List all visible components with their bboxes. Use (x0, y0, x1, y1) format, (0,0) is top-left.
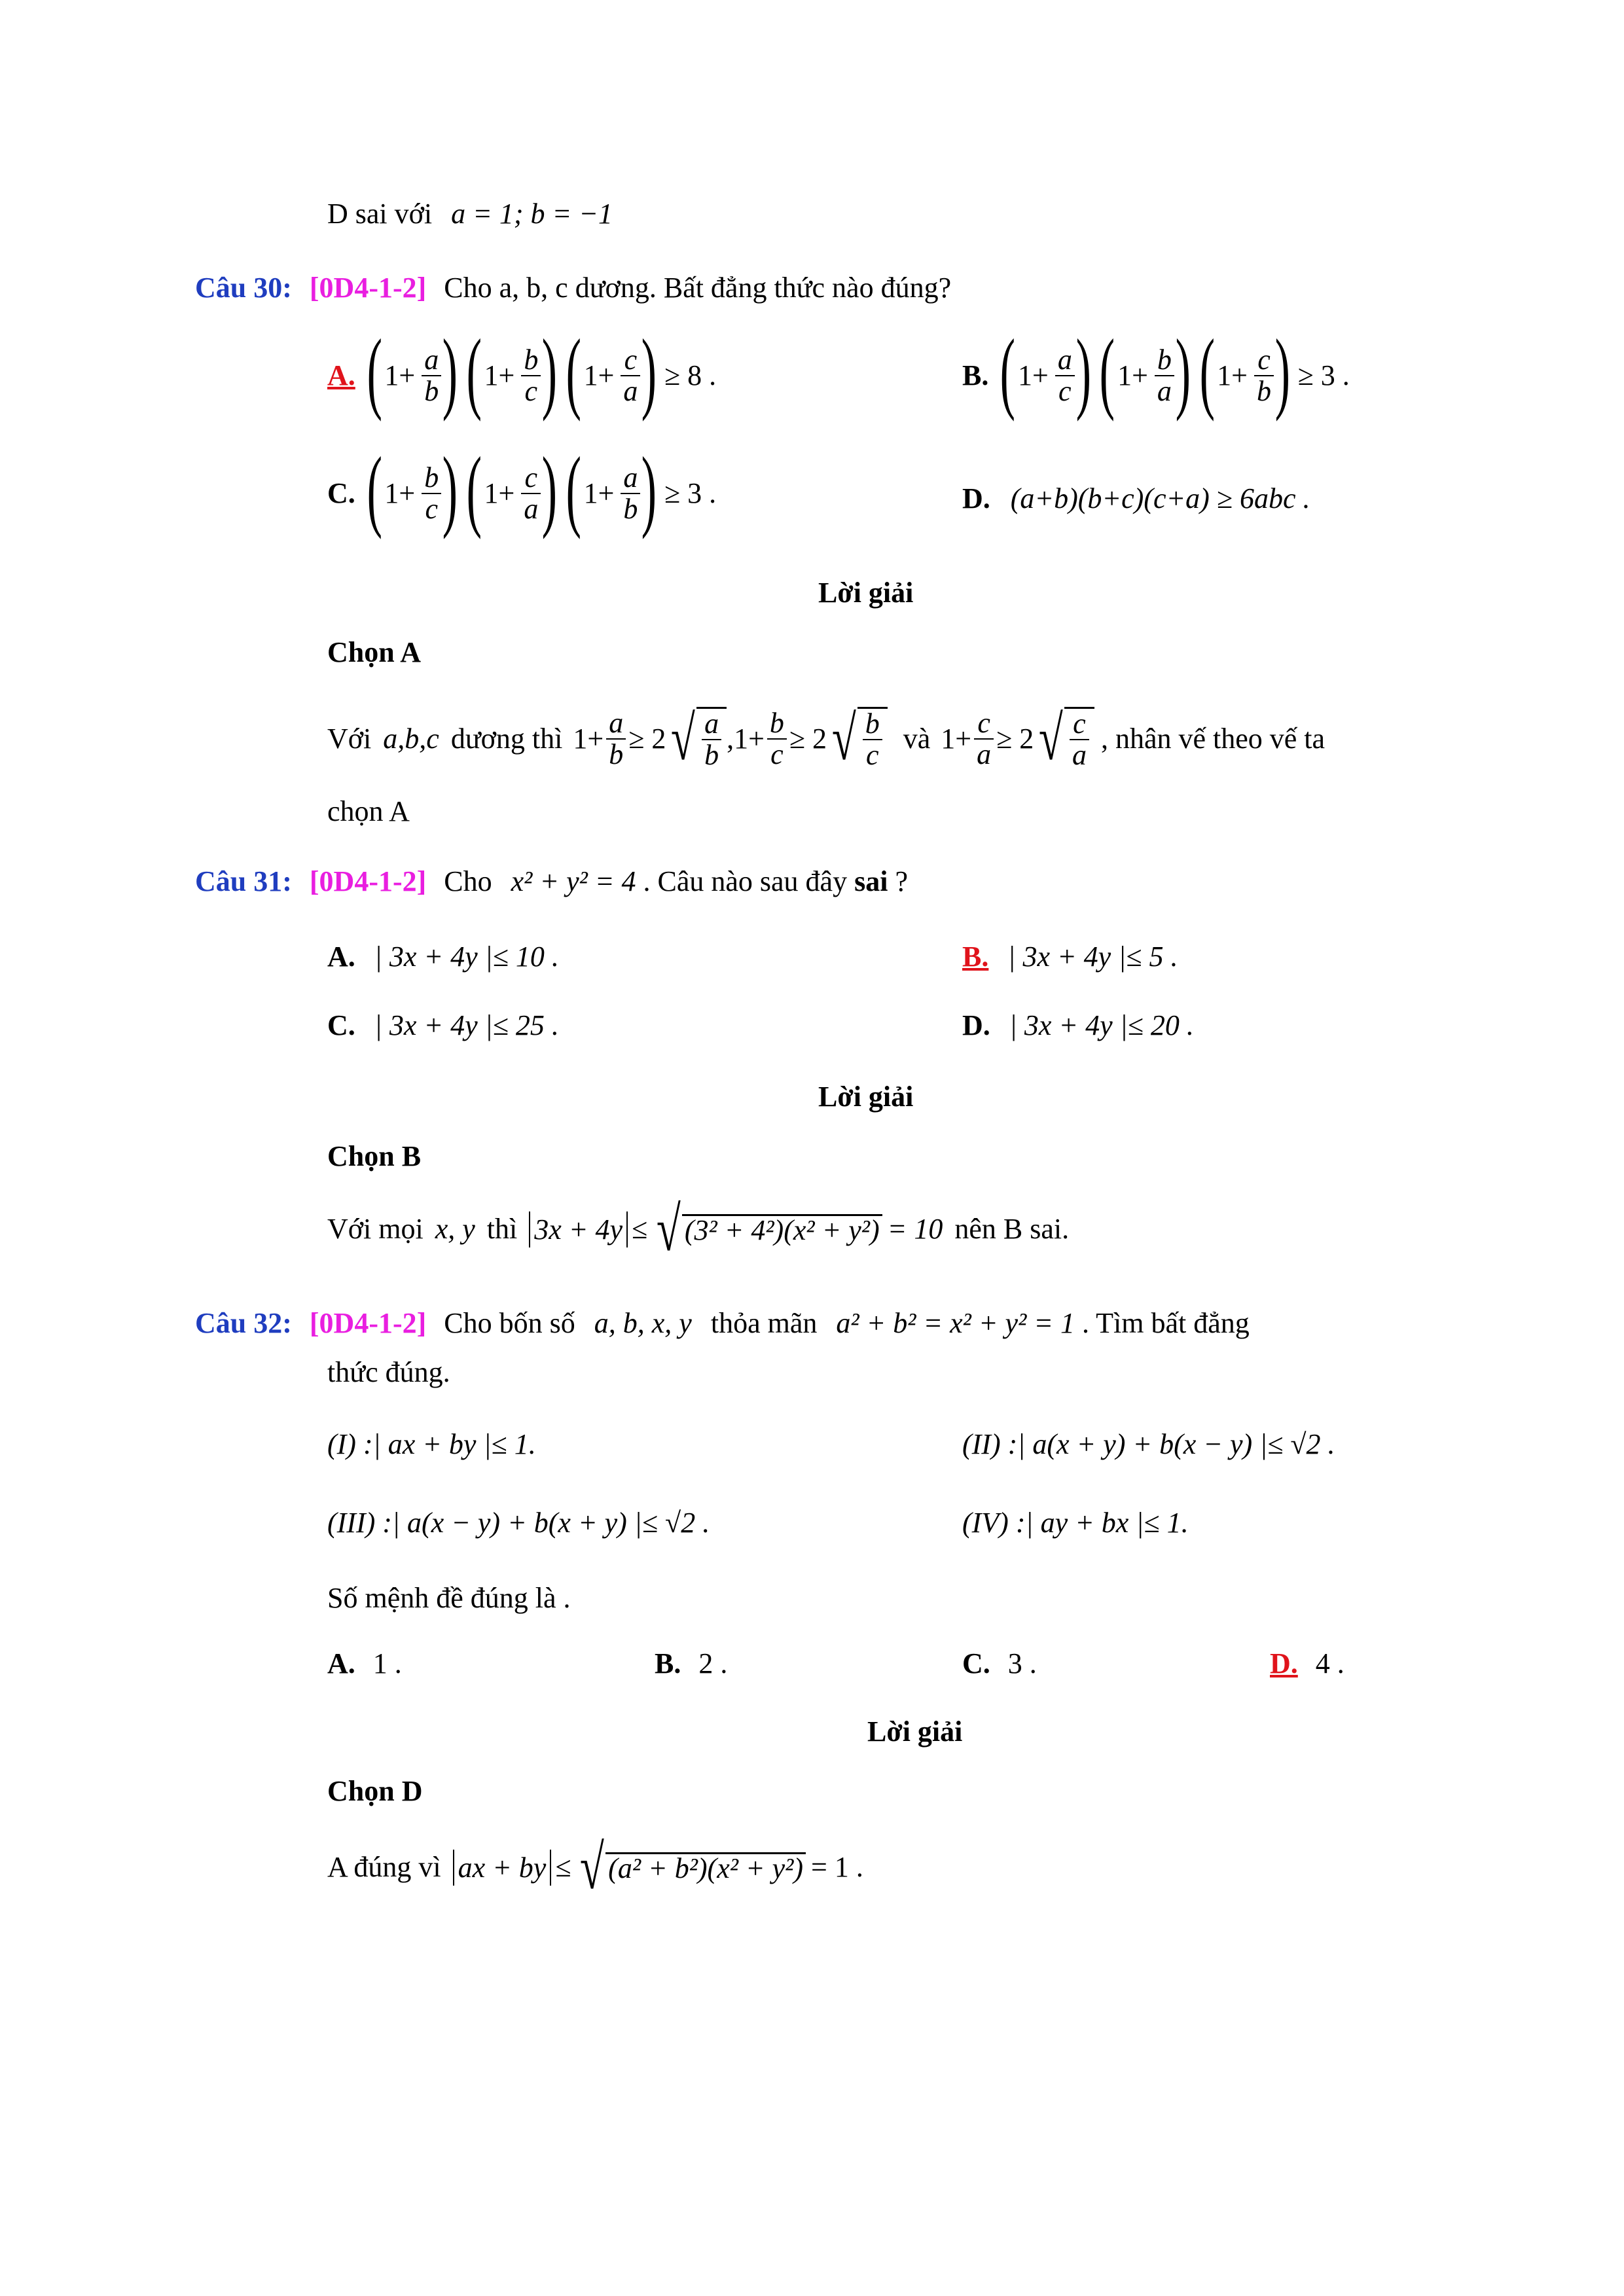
q32-option-d[interactable] (1270, 1649, 1344, 1678)
q32-explain-lhs: ax + by (453, 1850, 552, 1886)
d-false-text: D sai với (327, 198, 433, 230)
q31-option-d-letter: D. (962, 1009, 990, 1041)
q32-option-b-letter: B. (655, 1647, 681, 1679)
q30-prompt: Cho a, b, c dương. Bất đẳng thức nào đúng? (444, 272, 952, 304)
d-false-line (327, 200, 613, 228)
q32-choice-text: Chọn D (327, 1775, 423, 1807)
q30-option-b[interactable] (962, 321, 1350, 422)
q32-option-d-value: 4 . (1315, 1647, 1344, 1679)
q32-option-b-value: 2 . (698, 1647, 728, 1679)
d-false-expr: a = 1; b = −1 (451, 198, 613, 230)
q32-option-c-letter: C. (962, 1647, 990, 1679)
q31-option-d[interactable] (962, 1011, 1194, 1040)
q30-explanation: Với a,b,c dương thì 1+ $\frac{a}{b}$ ≥ 2 √ $\frac{a}{b}$ ,1+ $\frac{b}{c}$ ≥ 2 √ $\frac{b}{c}$ và 1+ $\frac{c}{a}$ ≥ 2 √ $\frac{c}{a}$ , nhân vế theo vế ta (327, 703, 1326, 774)
q31-header (195, 867, 908, 896)
q32-explanation: A đúng vì ax + by ≤ √ (a² + b²)(x² + y²) = 1 . (327, 1832, 863, 1902)
q31-option-a-expr: | 3x + 4y |≤ 10 . (374, 941, 559, 973)
q31-option-a-letter: A. (327, 941, 355, 973)
q32-explain-rad: (a² + b²)(x² + y²) (605, 1852, 806, 1883)
q31-explain-lhs: 3x + 4y (529, 1211, 628, 1247)
q31-explain-prefix: Với mọi (327, 1213, 424, 1246)
q30-option-a-letter: A. (327, 359, 355, 391)
q32-option-c-value: 3 . (1007, 1647, 1037, 1679)
q30-option-a[interactable] (327, 321, 717, 422)
q32-prompt-mid: thỏa mãn (710, 1307, 818, 1339)
q32-prompt-pre: Cho bốn số (444, 1307, 575, 1339)
q30-option-c-rhs: ≥ 3 . (664, 477, 717, 509)
q32-code: [0D4-1-2] (309, 1307, 427, 1339)
q31-explain-rhs: = 10 (887, 1213, 943, 1246)
q31-prompt-pre: Cho (444, 865, 492, 897)
q32-explain-prefix: A đúng vì (327, 1851, 441, 1884)
q31-explanation: Với mọi x, y thì 3x + 4y ≤ √ (3² + 4²)(x² + y²) = 10 nên B sai. (327, 1194, 1070, 1264)
q32-statement-3: (III) :| a(x − y) + b(x + y) |≤ √2 . (327, 1507, 710, 1539)
q31-option-b[interactable] (962, 942, 1178, 971)
q31-option-d-expr: | 3x + 4y |≤ 20 . (1009, 1009, 1194, 1041)
q32-statement-2: (II) :| a(x + y) + b(x − y) |≤ √2 . (962, 1428, 1335, 1460)
q30-option-c[interactable] (327, 439, 717, 540)
q31-explain-rad: (3² + 4²)(x² + y²) (682, 1214, 882, 1245)
q30-option-b-expr: ( 1+ $\frac{a}{c}$ ) ( 1+ $\frac{b}{a}$ ) ( 1+ $\frac{c}{b}$ ) ≥ 3 . (1000, 321, 1350, 422)
q30-explain-prefix: Với (327, 722, 372, 755)
q30-option-b-rhs: ≥ 3 . (1297, 359, 1350, 391)
q32-option-a[interactable] (327, 1649, 402, 1678)
q30-choice (327, 638, 421, 667)
q30-option-d-letter: D. (962, 482, 990, 514)
q31-solution-title: Lời giải (818, 1081, 914, 1113)
q32-label: Câu 32: (195, 1307, 292, 1339)
q30-explain-suffix: , nhân vế theo vế ta (1100, 722, 1326, 755)
q31-choice-text: Chọn B (327, 1140, 422, 1172)
q32-option-c[interactable] (962, 1649, 1037, 1678)
q30-option-b-letter: B. (962, 359, 989, 391)
q32-option-b[interactable] (655, 1649, 727, 1678)
q32-prompt-vars: a, b, x, y (594, 1307, 692, 1339)
q30-solution-title: Lời giải (818, 577, 914, 609)
q31-option-c-letter: C. (327, 1009, 355, 1041)
q31-option-b-letter: B. (962, 941, 989, 973)
q31-prompt-end: ? (895, 865, 908, 897)
q30-explain-line2: chọn A (327, 795, 410, 827)
q30-explain-mid: dương thì (450, 722, 563, 755)
q32-prompt-line2: thức đúng. (327, 1356, 450, 1388)
q31-option-c[interactable] (327, 1011, 559, 1040)
q30-label: Câu 30: (195, 272, 292, 304)
q31-explain-vars: x, y (435, 1213, 475, 1246)
q30-option-d-expr: (a+b)(b+c)(c+a) ≥ 6abc . (1010, 482, 1310, 514)
q31-option-b-expr: | 3x + 4y |≤ 5 . (1007, 941, 1178, 973)
q32-statement-4: (IV) :| ay + bx |≤ 1. (962, 1507, 1189, 1539)
q30-option-c-expr: ( 1+ $\frac{b}{c}$ ) ( 1+ $\frac{c}{a}$ ) ( 1+ $\frac{a}{b}$ ) ≥ 3 . (367, 439, 717, 540)
q31-choice (327, 1142, 421, 1171)
q30-option-d[interactable] (962, 484, 1310, 513)
q32-prompt-post: . Tìm bất đẳng (1081, 1307, 1250, 1339)
q32-header (195, 1309, 1250, 1338)
q30-option-a-expr: ( 1+ $\frac{a}{b}$ ) ( 1+ $\frac{b}{c}$ ) ( 1+ $\frac{c}{a}$ ) ≥ 8 . (367, 321, 717, 422)
q31-prompt-bold: sai (854, 865, 888, 897)
q30-header (195, 274, 951, 302)
q30-option-a-rhs: ≥ 8 . (664, 359, 717, 391)
q30-code: [0D4-1-2] (309, 272, 427, 304)
q31-option-c-expr: | 3x + 4y |≤ 25 . (374, 1009, 559, 1041)
q32-explain-rhs: = 1 . (811, 1851, 863, 1884)
q32-count-prompt: Số mệnh đề đúng là . (327, 1582, 571, 1614)
q30-option-c-letter: C. (327, 477, 355, 509)
q31-code: [0D4-1-2] (309, 865, 427, 897)
q32-prompt-expr: a² + b² = x² + y² = 1 (836, 1307, 1075, 1339)
q31-prompt-post: . Câu nào sau đây (643, 865, 848, 897)
q31-option-a[interactable] (327, 942, 559, 971)
q31-prompt-expr: x² + y² = 4 (511, 865, 636, 897)
q31-explain-suffix: nên B sai. (954, 1213, 1070, 1246)
q31-label: Câu 31: (195, 865, 292, 897)
q32-option-d-letter: D. (1270, 1647, 1298, 1679)
q30-explain-and: và (903, 722, 931, 755)
q32-option-a-value: 1 . (372, 1647, 402, 1679)
q30-explain-vars: a,b,c (383, 722, 439, 755)
q31-explain-mid: thì (486, 1213, 518, 1246)
q32-solution-title: Lời giải (867, 1715, 963, 1748)
q32-choice (327, 1777, 423, 1806)
q30-choice-text: Chọn A (327, 636, 422, 668)
q32-statement-1: (I) :| ax + by |≤ 1. (327, 1428, 536, 1460)
q32-option-a-letter: A. (327, 1647, 355, 1679)
